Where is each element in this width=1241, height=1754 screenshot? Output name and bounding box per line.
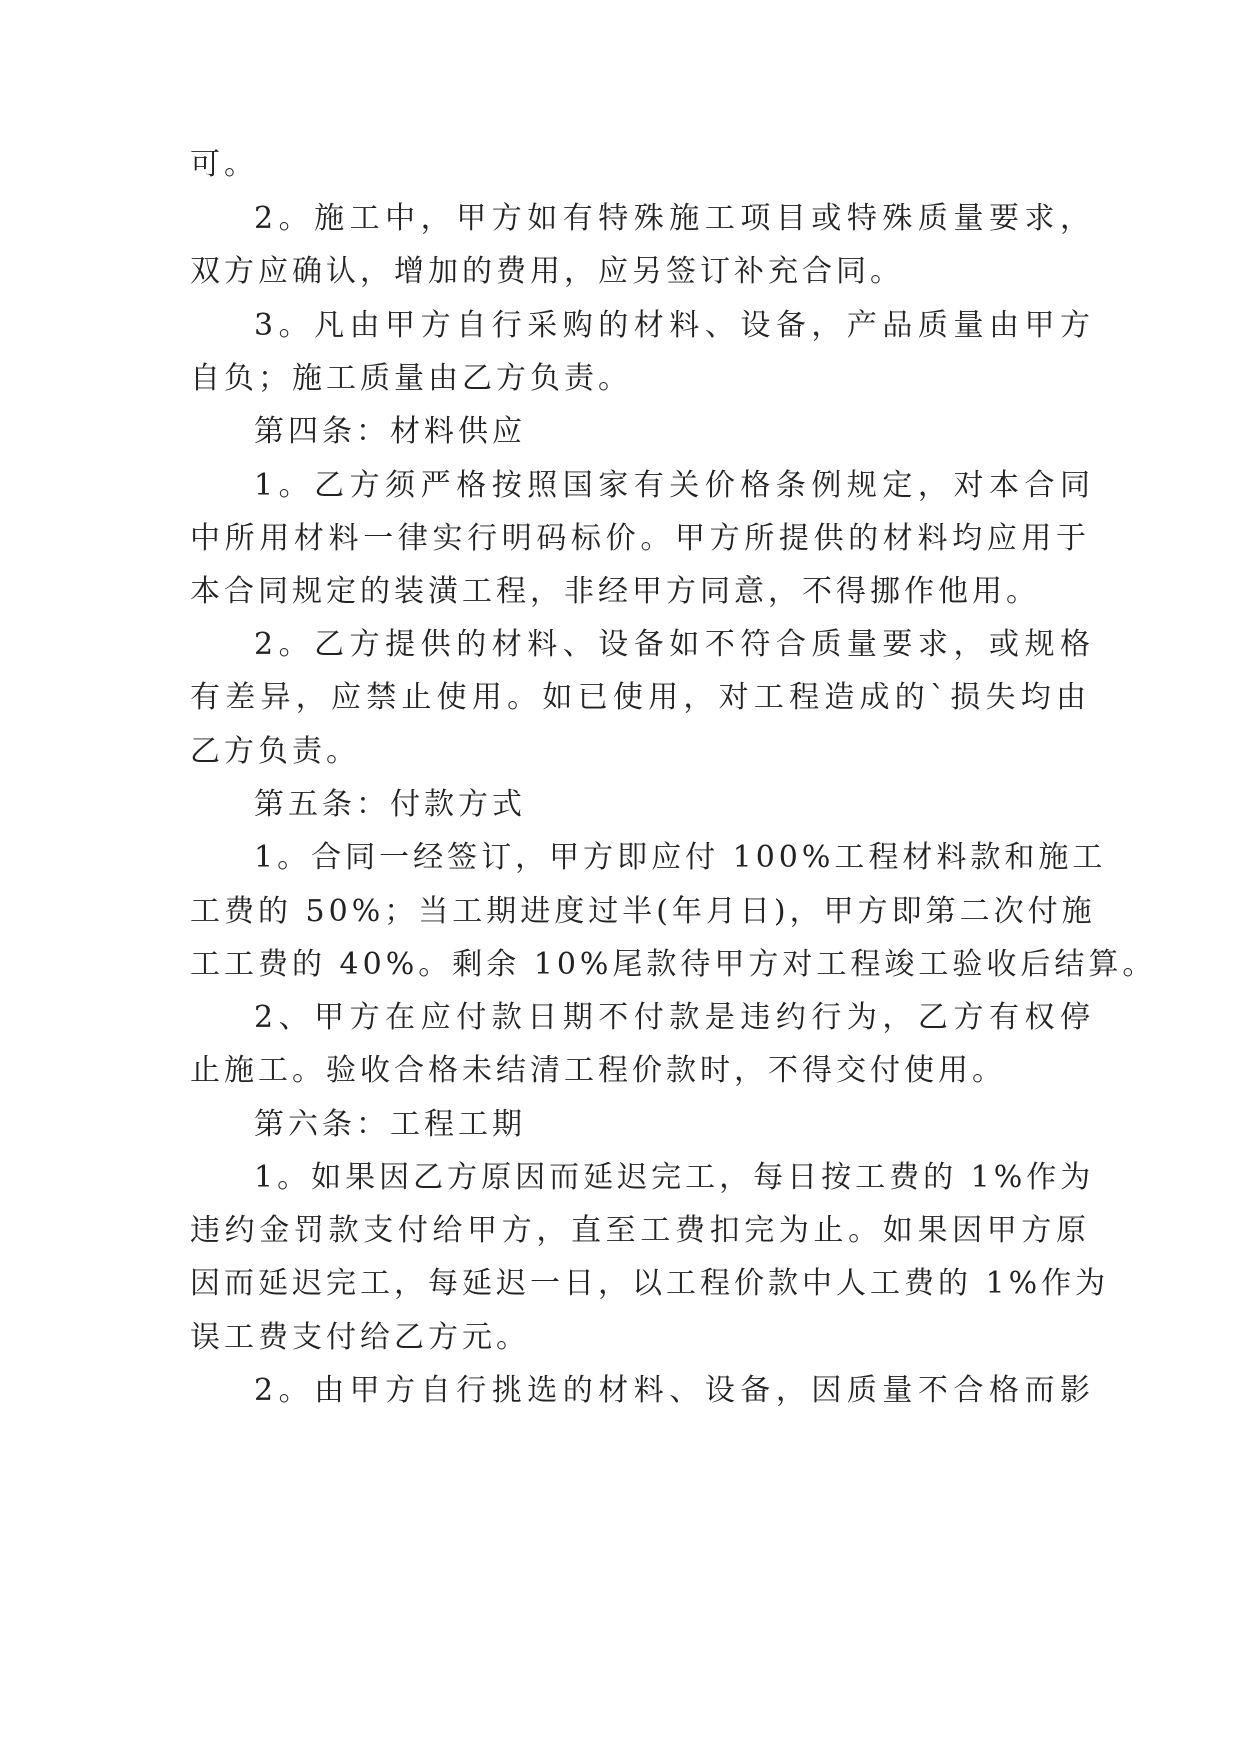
text-line: 中所用材料一律实行明码标价。甲方所提供的材料均应用于 (190, 521, 1090, 556)
text-line: 误工费支付给乙方元。 (190, 1320, 530, 1355)
text-line: 因而延迟完工，每延迟一日，以工程价款中人工费的 1%作为 (190, 1266, 1110, 1301)
text-line: 2。由甲方自行挑选的材料、设备，因质量不合格而影 (254, 1373, 1094, 1408)
text-line: 违约金罚款支付给甲方，直至工费扣完为止。如果因甲方原 (190, 1213, 1090, 1248)
section-heading: 第四条：材料供应 (254, 414, 526, 449)
text-line: 乙方负责。 (190, 734, 360, 769)
text-line: 1。乙方须严格按照国家有关价格条例规定，对本合同 (254, 468, 1094, 503)
text-line: 1。如果因乙方原因而延迟完工，每日按工费的 1%作为 (254, 1160, 1095, 1195)
text-line: 双方应确认，增加的费用，应另签订补充合同。 (190, 254, 904, 289)
text-line: 自负；施工质量由乙方负责。 (190, 361, 632, 396)
text-line: 2。乙方提供的材料、设备如不符合质量要求，或规格 (254, 627, 1094, 662)
text-line: 2、甲方在应付款日期不付款是违约行为，乙方有权停 (254, 1000, 1094, 1035)
text-line: 工工费的 40%。剩余 10%尾款待甲方对工程竣工验收后结算。 (190, 947, 1157, 982)
section-heading: 第五条：付款方式 (254, 787, 526, 822)
text-line: 工费的 50%；当工期进度过半(年月日)，甲方即第二次付施 (190, 894, 1096, 929)
text-line: 有差异，应禁止使用。如已使用，对工程造成的`损失均由 (190, 680, 1090, 715)
text-line: 2。施工中，甲方如有特殊施工项目或特殊质量要求， (254, 201, 1094, 236)
text-line: 本合同规定的装潢工程，非经甲方同意，不得挪作他用。 (190, 574, 1040, 609)
text-line: 1。合同一经签订，甲方即应付 100%工程材料款和施工 (254, 840, 1107, 875)
section-heading: 第六条：工程工期 (254, 1107, 526, 1142)
text-line: 止施工。验收合格未结清工程价款时，不得交付使用。 (190, 1053, 1006, 1088)
text-line: 可。 (190, 147, 258, 182)
text-line: 3。凡由甲方自行采购的材料、设备，产品质量由甲方 (254, 308, 1094, 343)
